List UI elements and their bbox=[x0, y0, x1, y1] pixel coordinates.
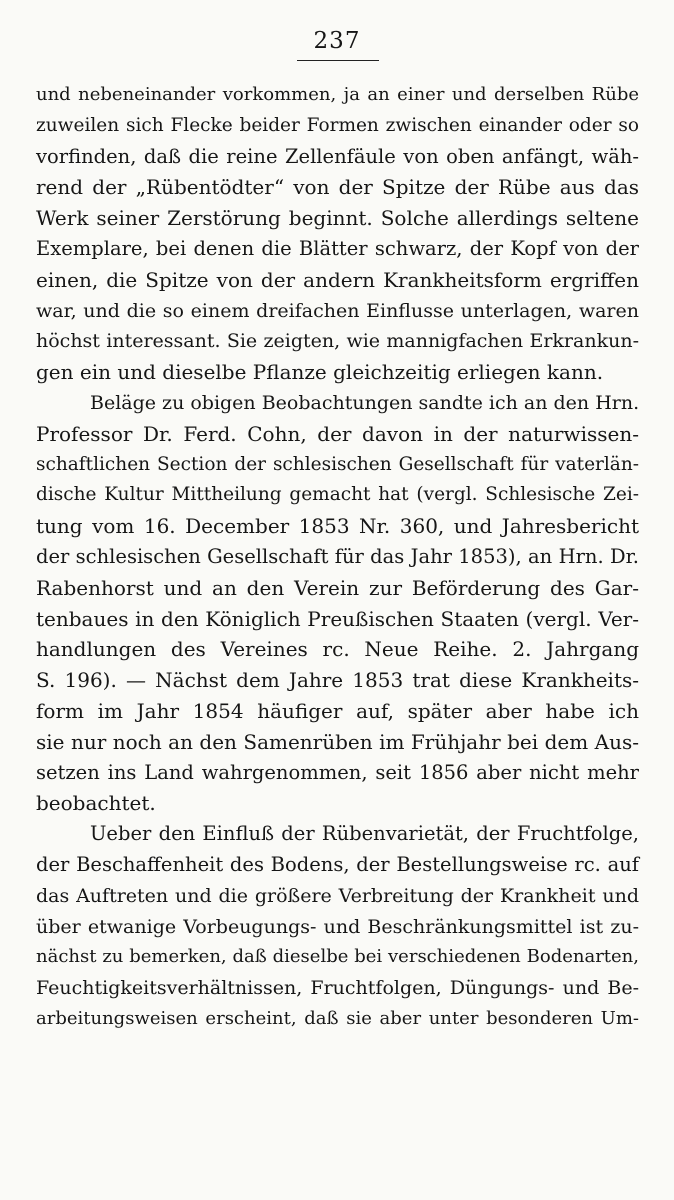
page-number: 237 bbox=[313, 28, 361, 54]
text-line: schaftlichen Section der schlesischen Gesellschaft für vaterlän- bbox=[36, 453, 639, 475]
text-line bbox=[36, 1096, 639, 1127]
text-line: handlungen des Vereines rc. Neue Reihe. 2. Jahrgang bbox=[36, 637, 639, 662]
text-line: höchst interessant. Sie zeigten, wie mannigfachen Erkrankun- bbox=[36, 330, 639, 353]
text-line bbox=[36, 1035, 639, 1066]
text-line: Ueber den Einfluß der Rübenvarietät, der Fruchtfolge, bbox=[90, 822, 639, 846]
text-line: und nebeneinander vorkommen, ja an einer und derselben Rübe bbox=[36, 84, 639, 105]
text-line bbox=[36, 1066, 639, 1097]
text-line: arbeitungsweisen erscheint, daß sie aber unter besonderen Um- bbox=[36, 1008, 639, 1029]
text-line: rend der „Rübentödter“ von der Spitze der Rübe aus das bbox=[36, 175, 639, 200]
text-line: form im Jahr 1854 häufiger auf, später aber habe ich bbox=[36, 699, 639, 723]
text-line: Werk seiner Zerstörung beginnt. Solche allerdings seltene bbox=[36, 206, 639, 231]
text-line: S. 196). — Nächst dem Jahre 1853 trat diese Krankheits- bbox=[36, 668, 639, 693]
text-line: zuweilen sich Flecke beider Formen zwischen einander oder so bbox=[36, 114, 639, 136]
text-line bbox=[36, 1127, 639, 1158]
text-line: Exemplare, bei denen die Blätter schwarz, der Kopf von der bbox=[36, 237, 639, 260]
text-line: Professor Dr. Ferd. Cohn, der davon in der naturwissen- bbox=[36, 421, 639, 446]
text-line bbox=[36, 1158, 639, 1189]
text-line: einen, die Spitze von der andern Krankheitsform ergriffen bbox=[36, 267, 639, 292]
text-line: beobachtet. bbox=[36, 791, 156, 816]
page-number-rule bbox=[297, 60, 379, 61]
text-line: sie nur noch an den Samenrüben im Frühjahr bei dem Aus- bbox=[36, 729, 639, 754]
text-line: war, und die so einem dreifachen Einflusse unterlagen, waren bbox=[36, 299, 639, 322]
text-line: das Auftreten und die größere Verbreitung der Krankheit und bbox=[36, 884, 639, 907]
text-line: Feuchtigkeitsverhältnissen, Fruchtfolgen, Düngungs- und Be- bbox=[36, 977, 639, 1000]
text-line: der Beschaffenheit des Bodens, der Bestellungsweise rc. auf bbox=[36, 853, 639, 876]
text-line: Beläge zu obigen Beobachtungen sandte ich an den Hrn. bbox=[90, 392, 640, 414]
text-line: vorfinden, daß die reine Zellenfäule von oben anfängt, wäh- bbox=[36, 144, 639, 168]
text-line: setzen ins Land wahrgenommen, seit 1856 aber nicht mehr bbox=[36, 760, 639, 784]
text-line: tenbaues in den Königlich Preußischen Staaten (vergl. Ver- bbox=[36, 606, 639, 631]
text-line: über etwanige Vorbeugungs- und Beschränkungsmittel ist zu- bbox=[36, 915, 639, 938]
text-line: dische Kultur Mittheilung gemacht hat (vergl. Schlesische Zei- bbox=[36, 484, 639, 506]
text-line: nächst zu bemerken, daß dieselbe bei verschiedenen Bodenarten, bbox=[36, 946, 639, 968]
text-line: tung vom 16. December 1853 Nr. 360, und Jahresbericht bbox=[36, 514, 639, 539]
text-line: Rabenhorst und an den Verein zur Beförderung des Gar- bbox=[36, 575, 639, 600]
text-line: gen ein und dieselbe Pflanze gleichzeitig erliegen kann. bbox=[36, 360, 604, 385]
text-line: der schlesischen Gesellschaft für das Jahr 1853), an Hrn. Dr. bbox=[36, 545, 639, 568]
